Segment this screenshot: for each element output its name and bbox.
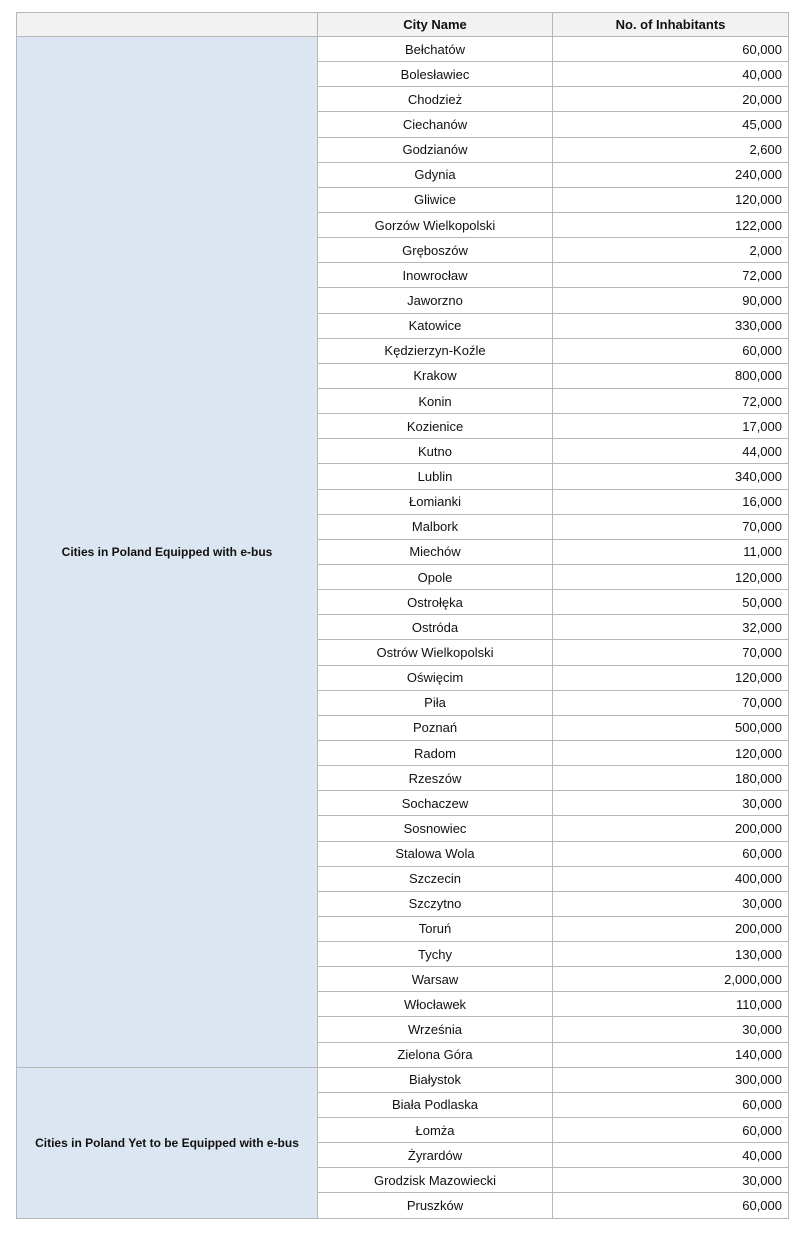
city-name-cell: Ostróda (318, 615, 553, 640)
city-name-cell: Zielona Góra (318, 1042, 553, 1067)
inhabitants-cell: 20,000 (553, 87, 789, 112)
city-name-cell: Jaworzno (318, 288, 553, 313)
city-name-cell: Ciechanów (318, 112, 553, 137)
city-name-cell: Malbork (318, 514, 553, 539)
city-name-cell: Sochaczew (318, 791, 553, 816)
inhabitants-cell: 180,000 (553, 766, 789, 791)
city-name-cell: Września (318, 1017, 553, 1042)
city-name-cell: Sosnowiec (318, 816, 553, 841)
inhabitants-cell: 2,000,000 (553, 967, 789, 992)
city-name-cell: Ostrów Wielkopolski (318, 640, 553, 665)
inhabitants-cell: 120,000 (553, 740, 789, 765)
inhabitants-cell: 70,000 (553, 640, 789, 665)
inhabitants-cell: 90,000 (553, 288, 789, 313)
inhabitants-cell: 72,000 (553, 388, 789, 413)
city-name-cell: Ostrołęka (318, 590, 553, 615)
inhabitants-cell: 2,000 (553, 238, 789, 263)
city-name-cell: Łomianki (318, 489, 553, 514)
city-name-cell: Kędzierzyn-Koźle (318, 338, 553, 363)
inhabitants-cell: 340,000 (553, 464, 789, 489)
inhabitants-cell: 120,000 (553, 564, 789, 589)
inhabitants-cell: 44,000 (553, 439, 789, 464)
inhabitants-cell: 40,000 (553, 1143, 789, 1168)
inhabitants-cell: 30,000 (553, 1168, 789, 1193)
city-name-cell: Miechów (318, 539, 553, 564)
city-name-cell: Żyrardów (318, 1143, 553, 1168)
inhabitants-cell: 16,000 (553, 489, 789, 514)
inhabitants-cell: 70,000 (553, 690, 789, 715)
inhabitants-cell: 60,000 (553, 1193, 789, 1218)
city-name-cell: Tychy (318, 942, 553, 967)
table-row (17, 1067, 789, 1092)
inhabitants-cell: 60,000 (553, 1118, 789, 1143)
inhabitants-cell: 60,000 (553, 338, 789, 363)
city-name-cell: Stalowa Wola (318, 841, 553, 866)
city-name-cell: Piła (318, 690, 553, 715)
inhabitants-cell: 72,000 (553, 263, 789, 288)
city-name-cell: Oświęcim (318, 665, 553, 690)
city-name-cell: Krakow (318, 363, 553, 388)
city-name-cell: Kozienice (318, 414, 553, 439)
table-body (17, 37, 789, 1219)
city-name-cell: Radom (318, 740, 553, 765)
inhabitants-cell: 40,000 (553, 62, 789, 87)
city-name-cell: Toruń (318, 916, 553, 941)
header-inhabitants: No. of Inhabitants (553, 13, 789, 37)
inhabitants-cell: 500,000 (553, 715, 789, 740)
city-name-cell: Gliwice (318, 187, 553, 212)
inhabitants-cell: 70,000 (553, 514, 789, 539)
city-name-cell: Gręboszów (318, 238, 553, 263)
inhabitants-cell: 45,000 (553, 112, 789, 137)
inhabitants-cell: 60,000 (553, 37, 789, 62)
inhabitants-cell: 60,000 (553, 841, 789, 866)
inhabitants-cell: 122,000 (553, 212, 789, 237)
header-city-name: City Name (318, 13, 553, 37)
cities-table (16, 12, 789, 1219)
city-name-cell: Pruszków (318, 1193, 553, 1218)
city-name-cell: Szczytno (318, 891, 553, 916)
city-name-cell: Bolesławiec (318, 62, 553, 87)
table-row (17, 37, 789, 62)
city-name-cell: Katowice (318, 313, 553, 338)
group-label: Cities in Poland Yet to be Equipped with e-bus (17, 1067, 318, 1218)
city-name-cell: Inowrocław (318, 263, 553, 288)
header-blank-cell (17, 13, 318, 37)
city-name-cell: Opole (318, 564, 553, 589)
city-name-cell: Poznań (318, 715, 553, 740)
city-name-cell: Bełchatów (318, 37, 553, 62)
inhabitants-cell: 30,000 (553, 1017, 789, 1042)
inhabitants-cell: 330,000 (553, 313, 789, 338)
city-name-cell: Gorzów Wielkopolski (318, 212, 553, 237)
group-label: Cities in Poland Equipped with e-bus (17, 37, 318, 1068)
inhabitants-cell: 120,000 (553, 665, 789, 690)
inhabitants-cell: 130,000 (553, 942, 789, 967)
city-name-cell: Grodzisk Mazowiecki (318, 1168, 553, 1193)
inhabitants-cell: 400,000 (553, 866, 789, 891)
city-name-cell: Warsaw (318, 967, 553, 992)
city-name-cell: Włocławek (318, 992, 553, 1017)
city-name-cell: Szczecin (318, 866, 553, 891)
inhabitants-cell: 240,000 (553, 162, 789, 187)
inhabitants-cell: 120,000 (553, 187, 789, 212)
inhabitants-cell: 60,000 (553, 1092, 789, 1117)
inhabitants-cell: 50,000 (553, 590, 789, 615)
inhabitants-cell: 2,600 (553, 137, 789, 162)
city-name-cell: Rzeszów (318, 766, 553, 791)
table-container (16, 12, 788, 1219)
city-name-cell: Chodzież (318, 87, 553, 112)
inhabitants-cell: 30,000 (553, 891, 789, 916)
city-name-cell: Łomża (318, 1118, 553, 1143)
city-name-cell: Lublin (318, 464, 553, 489)
inhabitants-cell: 140,000 (553, 1042, 789, 1067)
inhabitants-cell: 200,000 (553, 816, 789, 841)
city-name-cell: Białystok (318, 1067, 553, 1092)
city-name-cell: Kutno (318, 439, 553, 464)
city-name-cell: Godzianów (318, 137, 553, 162)
inhabitants-cell: 110,000 (553, 992, 789, 1017)
inhabitants-cell: 800,000 (553, 363, 789, 388)
inhabitants-cell: 300,000 (553, 1067, 789, 1092)
city-name-cell: Gdynia (318, 162, 553, 187)
inhabitants-cell: 32,000 (553, 615, 789, 640)
city-name-cell: Biała Podlaska (318, 1092, 553, 1117)
inhabitants-cell: 30,000 (553, 791, 789, 816)
city-name-cell: Konin (318, 388, 553, 413)
inhabitants-cell: 17,000 (553, 414, 789, 439)
header-row (17, 13, 789, 37)
inhabitants-cell: 200,000 (553, 916, 789, 941)
inhabitants-cell: 11,000 (553, 539, 789, 564)
